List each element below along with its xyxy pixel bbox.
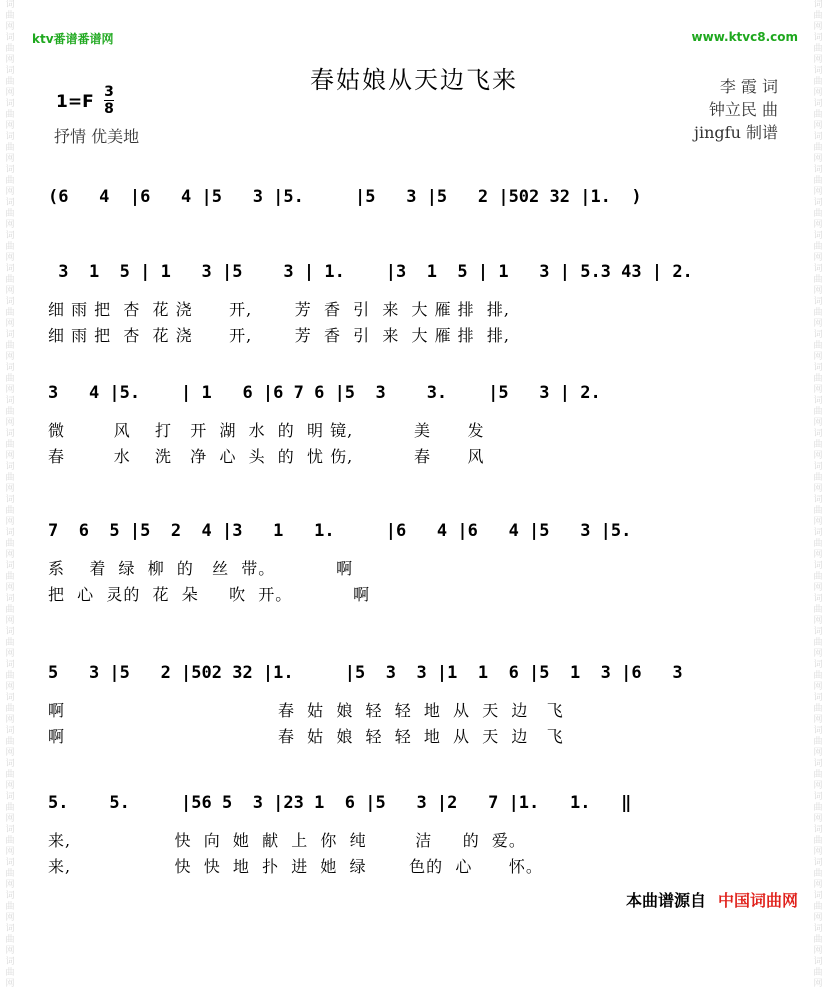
site-url-right: www.ktvc8.com [691, 30, 798, 44]
notation-line: 5. 5. |56 5 3 |23 1 6 |5 3 |2 7 |1. 1. ‖ [48, 793, 632, 813]
notation-line: 7 6 5 |5 2 4 |3 1 1. |6 4 |6 4 |5 3 |5. [48, 521, 632, 541]
lyrics-verse-1: 啊 春 姑 娘 轻 轻 地 从 天 边 飞 [48, 701, 564, 720]
lyrics-verse-1: 微 风 打 开 湖 水 的 明 镜, 美 发 [48, 421, 485, 440]
lyrics-verse-2: 把 心 灵的 花 朵 吹 开。 啊 [48, 585, 371, 604]
lyrics-verse-2: 春 水 洗 净 心 头 的 忧 伤, 春 风 [48, 447, 485, 466]
time-bottom: 8 [104, 101, 114, 117]
engraver-credit: jingfu 制谱 [694, 123, 778, 142]
lyrics-verse-1: 细 雨 把 杏 花 浇 开, 芳 香 引 来 大 雁 排 排, [48, 300, 510, 319]
song-title: 春姑娘从天边飞来 [310, 66, 518, 94]
left-watermark-strip: 词曲网词曲网词曲网词曲网词曲网词曲网词曲网词曲网词曲网词曲网词曲网词曲网词曲网词曲网词曲网词曲网词曲网词曲网词曲网词曲网词曲网词曲网词曲网词曲网词曲网词曲网词曲网词曲网词曲网词曲网 [5, 0, 15, 989]
lyrics-verse-2: 细 雨 把 杏 花 浇 开, 芳 香 引 来 大 雁 排 排, [48, 326, 510, 345]
right-watermark-strip: 词曲网词曲网词曲网词曲网词曲网词曲网词曲网词曲网词曲网词曲网词曲网词曲网词曲网词曲网词曲网词曲网词曲网词曲网词曲网词曲网词曲网词曲网词曲网词曲网词曲网词曲网词曲网词曲网词曲网词曲网 [813, 0, 823, 989]
notation-line: (6 4 |6 4 |5 3 |5. |5 3 |5 2 |502 32 |1. ) [48, 187, 642, 207]
composer-credit: 钟立民 曲 [708, 100, 778, 119]
lyrics-verse-2: 啊 春 姑 娘 轻 轻 地 从 天 边 飞 [48, 727, 564, 746]
source-footer [626, 888, 798, 911]
lyrics-verse-1: 系 着 绿 柳 的 丝 带。 啊 [48, 559, 354, 578]
notation-line: 5 3 |5 2 |502 32 |1. |5 3 3 |1 1 6 |5 1 3 |6 3 [48, 663, 683, 683]
lyrics-verse-2: 来, 快 快 地 扑 进 她 绿 色的 心 怀。 [48, 857, 543, 876]
source-site-link[interactable]: 中国词曲网 [717, 891, 798, 910]
lyrics-verse-1: 来, 快 向 她 献 上 你 纯 洁 的 爱。 [48, 831, 526, 850]
site-logo-left: ktv番谱番谱网 [32, 32, 114, 46]
tempo-mood: 抒情 优美地 [54, 127, 140, 146]
key-signature: 1=F [56, 92, 94, 112]
notation-line: 3 4 |5. | 1 6 |6 7 6 |5 3 3. |5 3 | 2. [48, 383, 601, 403]
lyricist-credit: 李 霞 词 [719, 77, 778, 96]
source-label: 本曲谱源自 [625, 891, 706, 910]
time-signature [104, 84, 114, 117]
notation-line: 3 1 5 | 1 3 |5 3 | 1. |3 1 5 | 1 3 | 5.3 43 | 2. [48, 262, 693, 282]
time-top: 3 [104, 84, 114, 100]
